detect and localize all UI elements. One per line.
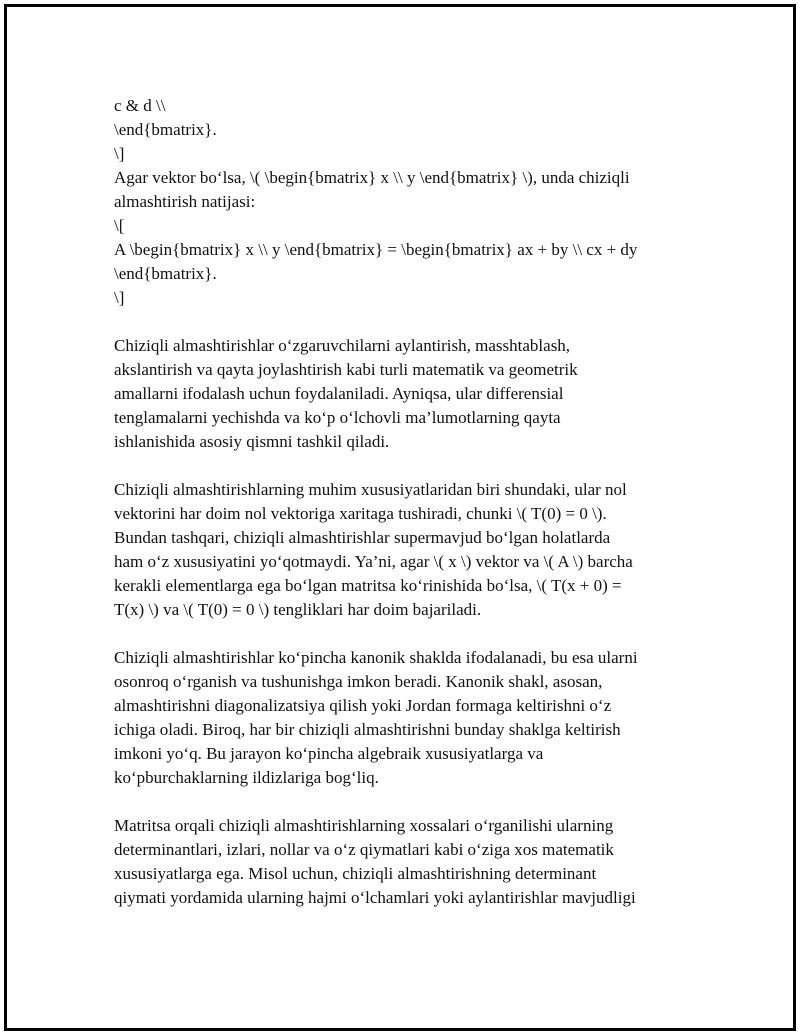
text-line: Agar vektor bo‘lsa, \( \begin{bmatrix} x \\ y \end{bmatrix} \), unda chiziqli [114,168,630,187]
text-line: akslantirish va qayta joylashtirish kabi turli matematik va geometrik [114,360,578,379]
text-line: T(x) \) va \( T(0) = 0 \) tengliklari har doim bajariladi. [114,600,482,619]
text-line: Chiziqli almashtirishlar o‘zgaruvchilarni aylantirish, masshtablash, [114,336,571,355]
text-line: xususiyatlarga ega. Misol uchun, chiziqli almashtirishning determinant [114,864,597,883]
text-line: Matritsa orqali chiziqli almashtirishlarning xossalari o‘rganilishi ularning [114,816,614,835]
text-line: ham o‘z xususiyatini yo‘qotmaydi. Ya’ni, agar \( x \) vektor va \( A \) barcha [114,552,633,571]
text-line: \] [114,288,125,307]
text-line: qiymati yordamida ularning hajmi o‘lchamlari yoki aylantirishlar mavjudligi [114,888,636,907]
text-line: osonroq o‘rganish va tushunishga imkon beradi. Kanonik shakl, asosan, [114,672,603,691]
paragraph-4 [114,814,694,910]
text-line: ko‘pburchaklarning ildizlariga bog‘liq. [114,768,379,787]
text-line: \] [114,144,125,163]
text-line: c & d \\ [114,96,166,115]
document-body [114,94,694,934]
text-line: Bundan tashqari, chiziqli almashtirishlar supermavjud bo‘lgan holatlarda [114,528,611,547]
text-line: \end{bmatrix}. [114,120,217,139]
text-line: determinantlari, izlari, nollar va o‘z qiymatlari kabi o‘ziga xos matematik [114,840,614,859]
text-line: Chiziqli almashtirishlarning muhim xususiyatlaridan biri shundaki, ular nol [114,480,627,499]
text-line: \[ [114,216,125,235]
text-line: almashtirishni diagonalizatsiya qilish yoki Jordan formaga keltirishni o‘z [114,696,612,715]
text-line: tenglamalarni yechishda va ko‘p o‘lchovli ma’lumotlarning qayta [114,408,561,427]
text-line: \end{bmatrix}. [114,264,217,283]
text-line: Chiziqli almashtirishlar ko‘pincha kanonik shaklda ifodalanadi, bu esa ularni [114,648,638,667]
latex-block [114,94,694,310]
text-line: ichiga oladi. Biroq, har bir chiziqli almashtirishni bunday shaklga keltirish [114,720,621,739]
text-line: A \begin{bmatrix} x \\ y \end{bmatrix} = \begin{bmatrix} ax + by \\ cx + dy [114,240,638,259]
text-line: imkoni yo‘q. Bu jarayon ko‘pincha algebraik xususiyatlarga va [114,744,544,763]
text-line: kerakli elementlarga ega bo‘lgan matritsa ko‘rinishida bo‘lsa, \( T(x + 0) = [114,576,622,595]
paragraph-1 [114,334,694,454]
paragraph-2 [114,478,694,622]
text-line: ishlanishida asosiy qismni tashkil qiladi. [114,432,390,451]
text-line: almashtirish natijasi: [114,192,256,211]
text-line: vektorini har doim nol vektoriga xaritaga tushiradi, chunki \( T(0) = 0 \). [114,504,607,523]
text-line: amallarni ifodalash uchun foydalaniladi. Ayniqsa, ular differensial [114,384,564,403]
paragraph-3 [114,646,694,790]
